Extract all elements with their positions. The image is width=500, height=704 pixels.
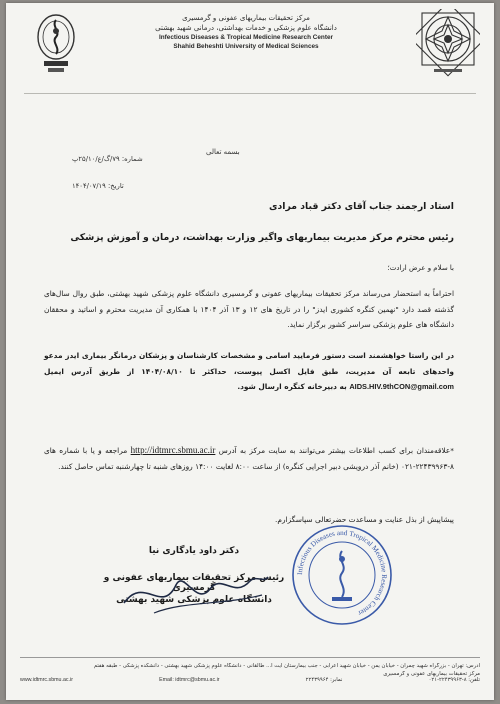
letter-page: [6, 3, 494, 700]
letterhead-university-fa: دانشگاه علوم پزشکی و خدمات بهداشتی، درمانی شهید بهشتی: [155, 24, 337, 32]
header-divider: [24, 93, 476, 94]
body-paragraph-1: احتراماً به استحضار می‌رساند مرکز تحقیقات بیماریهای عفونی و گرمسیری دانشگاه علوم پزشکی شهید بهشتی، طبق روال سال‌های گذشته قصد دارد "نهمین کنگره کشوری ایدز" را در تاریخ های ۱۲ و ۱۳ آذر ۱۴۰۴ با همکاری آن مدیریت محترم و اساتید و محققان دانشگاه های علوم پزشکی سراسر کشور برگزار نماید.: [44, 289, 454, 329]
greeting: با سلام و عرض ارادت؛: [387, 264, 454, 272]
footer-contacts: [20, 677, 480, 683]
stamp-text: Infectious Diseases and Tropical Medicine Research Center: [295, 528, 389, 618]
letter-number: [72, 155, 143, 163]
footer-phone: تلفن: ۸-۲۲۴۳۹۹۶۳-۰۲۱: [428, 677, 480, 683]
letter-date: [72, 182, 124, 190]
footer-center-name: مرکز تحقیقات بیماریهای عفونی و گرمسیری: [383, 671, 480, 677]
footer-address: آدرس: تهران - بزرگراه شهید چمران - خیابان یمن - خیابان شهید اعرابی - جنب بیمارستان آیت ا... طالقانی - دانشگاه علوم پزشکی شهید بهشتی - دانشکده پزشکی - طبقه هفتم: [93, 663, 480, 669]
body-paragraph-3: [44, 443, 454, 474]
footer-fax: نمابر: ۲۲۴۳۹۹۶۴: [305, 677, 343, 683]
paragraph-3-end: مراجعه و یا با شماره های ۸-۲۲۴۳۹۹۶۳-۰۲۱ (خانم آذر درویشی دبیر اجرایی کنگره) از ساعت ۸:۰۰ لغایت ۱۴:۰۰ روزهای شنبه تا چهارشنبه تماس حاصل کنند.: [44, 446, 454, 471]
congress-email-link[interactable]: AIDS.HIV.9thCON@gmail.com: [349, 382, 454, 391]
signatory-organization: دانشگاه علوم پزشکی شهید بهشتی: [116, 595, 272, 605]
letter-date-value: ۱۴۰۴/۰۷/۱۹: [72, 182, 106, 190]
official-stamp: [290, 523, 394, 627]
bismillah: بسمه تعالی: [206, 148, 240, 156]
center-website-link[interactable]: http://idtmrc.sbmu.ac.ir: [130, 445, 216, 455]
recipient-name: استاد ارجمند جناب آقای دکتر قباد مرادی: [269, 201, 454, 212]
letterhead: [126, 13, 366, 51]
handwritten-signature: [114, 555, 274, 625]
body-paragraph-2: [44, 348, 454, 395]
letter-date-label: تاریخ:: [107, 182, 124, 190]
letter-number-value: ۷۹/گ/ع/۲۵/۱۰پ: [72, 155, 120, 163]
signatory-title: رئیس مرکز تحقیقات بیماریهای عفونی و گرمسیری: [103, 573, 285, 593]
footer-website[interactable]: www.idtmrc.sbmu.ac.ir: [20, 677, 73, 683]
research-center-logo: [34, 11, 78, 77]
paragraph-2-tail: به دبیرخانه کنگره ارسال شود.: [237, 382, 347, 391]
paragraph-2-text: در این راستا خواهشمند است دستور فرمایید اسامی و مشخصات کارشناسان و پزشکان درمانگر بیماری ایدز مدعو واحدهای تابعه آن مدیریت، طبق فایل اکسل پیوست، حداکثر تا ۱۴۰۴/۰۸/۱۰ از طریق آدرس ایمیل: [44, 351, 454, 376]
footer-email[interactable]: Email: idtmrc@sbmu.ac.ir: [159, 677, 220, 683]
signatory-name: دکتر داود یادگاری نیا: [148, 546, 240, 556]
paragraph-3-start: *علاقه‌مندان برای کسب اطلاعات بیشتر می‌توانند به سایت مرکز به آدرس: [218, 446, 454, 455]
letterhead-center-en: Infectious Diseases & Tropical Medicine Research Center: [158, 34, 334, 41]
letter-number-label: شماره:: [121, 155, 143, 163]
letterhead-university-en: Shahid Beheshti University of Medical Sciences: [173, 43, 319, 50]
university-logo: [416, 9, 480, 79]
letterhead-center-fa: مرکز تحقیقات بیماریهای عفونی و گرمسیری: [182, 14, 310, 22]
footer-divider: [20, 657, 480, 658]
closing-line: پیشاپیش از بذل عنایت و مساعدت حضرتعالی سپاسگزارم.: [275, 515, 454, 524]
recipient-title: رئیس محترم مرکز مدیریت بیماریهای واگیر وزارت بهداشت، درمان و آموزش پزشکی: [70, 232, 454, 243]
